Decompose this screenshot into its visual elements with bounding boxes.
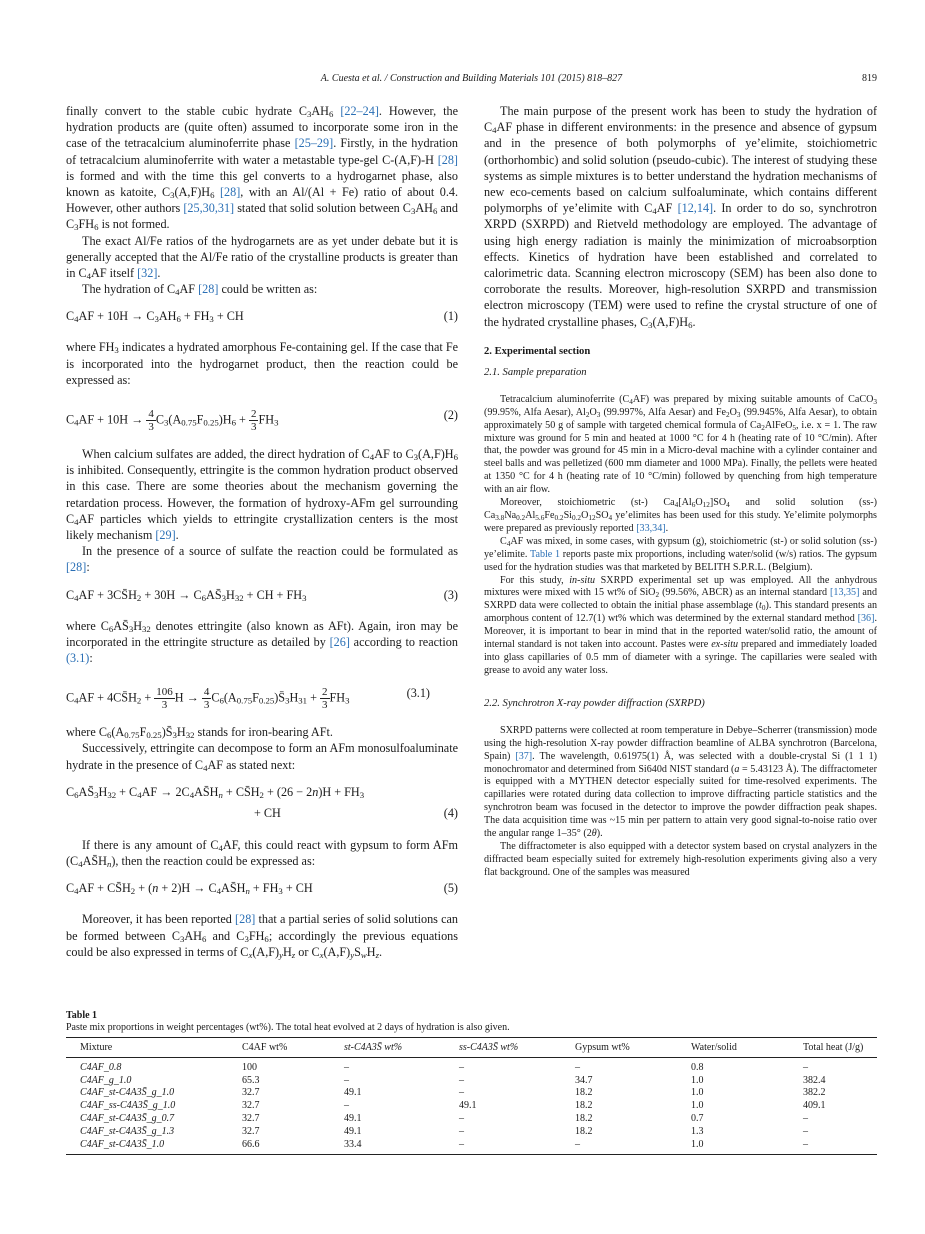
table-row [66,1099,877,1112]
equation-number: (1) [443,309,458,324]
table-cell: – [459,1061,464,1073]
table-header: Water/solid [691,1042,737,1053]
citation-link[interactable]: [28] [437,152,458,167]
table-header: Mixture [80,1042,113,1053]
table-cell: 1.0 [691,1100,704,1112]
table-caption: Paste mix proportions in weight percentages (wt%). The total heat evolved at 2 days of hydration is also given. [66,1022,510,1033]
citation-link[interactable]: [28] [198,282,219,297]
citation-link[interactable]: [37] [515,750,533,762]
equation-3: $C_4AF$ + $3CS̄H_2 + 30H$ → $C_6AS̄_3H_{32}$ + CH + $FH_3$ (3) [66,587,458,603]
table-cell: – [803,1061,808,1073]
table-cell: – [344,1061,349,1073]
equation-2: $C_4AF + 10H$ → $\frac{4}{3}$ $C_3(A_{0.75}F_{0.25})H_6$ + $\frac{2}{3}$ $FH_3$ (2) [66,408,458,434]
paragraph: For this study, in-situ SXRPD experimental set up was employed. All the anhydrous mixtures were mixed with 15 wt% of SiO$_2$ (99.56%, ABCR) as an internal standard [13,35] and SXRPD data were collected to obtain the initial phase assemblage $(t_0)$. This standard presents an amorphous content of 12.7(1) wt% which was determined by the external standard method [36]. Moreover, it is important to bear in mind that in the reported water/solid ratio, the amount of internal standard is not taken into account. Pastes were ex-situ prepared and immediately loaded into glass capillaries of 0.5 mm of diameter with a syringe. The capillaries were sealed with grease to avoid any water loss. [484,574,877,676]
table-cell: C4AF_st-C4A3S̄_g_0.7 [80,1113,175,1125]
table-cell: 382.2 [803,1087,826,1099]
running-header [66,73,877,87]
table-link[interactable]: Table 1 [530,548,561,560]
table-cell: 32.7 [242,1100,260,1112]
citation-link[interactable]: [28] [66,560,87,575]
table-cell: 100 [242,1061,257,1073]
paragraph: When calcium sulfates are added, the direct hydration of $C_4AF$ to $C_3(A,F)H_6$ is inhibited. Consequently, ettringite is the common hydration product observed in this case. There are some theories about the mechanism governing the retardation process. However, the formation of hydroxy-AFm gel surrounding $C_4AF$ particles which yields to ettringite crystallization centers is the most likely mechanism [29]. [66,447,458,543]
table-cell: 32.7 [242,1125,260,1137]
table-cell: 49.1 [344,1125,362,1137]
table-row [66,1074,877,1087]
citation-link[interactable]: [26] [329,634,350,649]
paragraph: Moreover, it has been reported [28] that a partial series of solid solutions can be formed between $C_3AH_6$ and $C_3FH_6$; accordingly the previous equations could be also expressed in terms of $C_x(A,F)_yH_z$ or $C_x(A,F)_yS_wH_z$. [66,912,458,960]
table-cell: 1.3 [691,1125,704,1137]
paragraph: where $C_6AS̄_3H_{32}$ denotes ettringite (also known as AFt). Again, iron may be incorporated in the ettringite structure as detailed by [26] according to reaction (3.1): [66,618,458,666]
table-row [66,1138,877,1154]
table-cell: 0.7 [691,1113,704,1125]
section-heading: 2. Experimental section [484,345,591,357]
paragraph: $C_4AF$ was mixed, in some cases, with gypsum (g), stoichiometric (st-) or solid solution (ss-) ye’elimite. Table 1 reports paste mix proportions, including water/solid (w/s) ratios. The gypsum used for the hydration studies was that marketed by BELITH S.P.R.L. (Belgium). [484,535,877,573]
paragraph: The hydration of $C_4AF$ [28] could be written as: [82,282,318,298]
paragraph: Successively, ettringite can decompose to form an AFm monosulfoaluminate hydrate in the presence of $C_4AF$ as stated next: [66,741,458,773]
paragraph: Tetracalcium aluminoferrite $(C_4AF)$ was prepared by mixing suitable amounts of CaCO$_3$ (99.95%, Alfa Aesar), $Al_2O_3$ (99.997%, Alfa Aesar) and $Fe_2O_3$ (99.945%, Alfa Aesar), to obtain approximately 50 g of sample with targeted chemical formula of $Ca_2AlFeO_5$, i.e. x = 1. The raw mixture was ground for 5 min and heated at 1000 °C for 4 h (heating rate of 10 °C/min). After that, the powder was ground for 45 min in a Micro-deval machine with a cylinder container and steel balls and was pelletized (600 mm diameter and 1000 MPa). Finally, the pellets were heated at 1350 °C for 4 h (heating rate of 10 °C/min) followed by quenching from high temperature with an air flow. [484,393,877,496]
table-header: st-C4A3S̄ wt% [344,1042,403,1053]
citation-link[interactable]: [25–29] [294,136,334,151]
table-cell: – [344,1074,349,1086]
paragraph: SXRPD patterns were collected at room temperature in Debye–Scherrer (transmission) mode using the high-resolution X-ray powder diffraction beamline of ALBA synchrotron (Barcelona, Spain) [37]. The wavelength, 0.61975(1) Å, was selected with a double-crystal Si (1 1 1) monochromator and determined from Si640d NIST standard (a = 5.43123 Å). The diffractometer is equipped with a MYTHEN detector especially suited for time-resolved experiments. The capillaries were rotated during data collection to improve diffracting particle statistics and the synchrotron beam was focused in the detector to improve the powder diffraction peak shapes. The data acquisition time was ~15 min per pattern to attain very good signal-to-noise ratio over the angular range 1–35° (2θ). [484,724,877,840]
paragraph: The exact Al/Fe ratios of the hydrogarnets are as yet under debate but it is generally accepted that the Al/Fe ratio of the crystalline products is greater than in $C_4AF$ itself [32]. [66,233,458,282]
table-header: Gypsum wt% [575,1042,630,1053]
table-cell: – [803,1138,808,1150]
table-header: Total heat (J/g) [803,1042,864,1053]
citation-link[interactable]: [13,35] [830,587,860,599]
table-cell: 1.0 [691,1087,704,1099]
equation-3-1: $C_4AF$ + $4CS̄H_2$ + $\frac{106}{3}$ H → $\frac{4}{3}$ $C_6(A_{0.75}F_{0.25})S̄_3H_{31}$ + $\frac{2}{3}$ $FH_3$ (3.1) [66,686,430,712]
page-number: 819 [862,73,877,84]
table-cell: – [803,1125,808,1137]
table-cell: 18.2 [575,1100,593,1112]
table-cell: 49.1 [459,1100,477,1112]
table-row [66,1125,877,1138]
table-title: Table 1 [66,1010,98,1021]
table-cell: C4AF_ss-C4A3S̄_g_1.0 [80,1100,176,1112]
table-cell: 65.3 [242,1074,260,1086]
equation-number: (2) [443,408,458,423]
paragraph: The diffractometer is also equipped with a detector system based on crystal analyzers in the diffracted beam especially suited for extremely high-resolution experiments giving also a very flat background. One of the samples was measured [484,840,877,878]
subsection-heading: 2.1. Sample preparation [484,366,587,378]
table-cell: – [459,1113,464,1125]
citation-link[interactable]: [29] [155,528,176,543]
equation-link[interactable]: (3.1) [66,651,90,666]
paragraph: where $C_6(A_{0.75}F_{0.25})S̄_3H_{32}$ stands for iron-bearing AFt. [66,725,333,741]
citation-link[interactable]: [28] [219,185,241,200]
equation-number: (4) [443,805,458,820]
citation-link[interactable]: [22–24] [340,104,379,118]
table-cell: 382.4 [803,1074,826,1086]
left-column [66,103,458,993]
citation-link[interactable]: [32] [137,266,158,281]
table-cell: C4AF_st-C4A3S̄_1.0 [80,1138,165,1150]
table-cell: 18.2 [575,1125,593,1137]
table-row [66,1112,877,1125]
table-cell: 409.1 [803,1100,826,1112]
table-header-row [66,1038,877,1058]
table-cell: 34.7 [575,1074,593,1086]
table-cell: C4AF_st-C4A3S̄_g_1.3 [80,1125,175,1137]
table-row [66,1058,877,1074]
table-cell: 1.0 [691,1138,704,1150]
paragraph: In the presence of a source of sulfate the reaction could be formulated as [28]: [66,544,458,575]
citation-link[interactable]: [36] [857,613,875,625]
table-cell: – [803,1113,808,1125]
citation-link[interactable]: [28] [235,912,256,927]
equation-number: (3) [443,587,458,602]
table-cell: – [575,1061,580,1073]
table-cell: C4AF_st-C4A3S̄_g_1.0 [80,1087,175,1099]
table-cell: 32.7 [242,1087,260,1099]
paragraph: Moreover, stoichiometric (st-) $Ca_4[Al_6O_{12}]SO_4$ and solid solution (ss-) $Ca_{3.8}Na_{0.2}Al_{5.6}Fe_{0.2}Si_{0.2}O_{12}SO_4$ ye’elimites has been used for this study. Ye’elimite polymorphs were prepared as previously reported [33,34]. [484,497,877,534]
running-title: A. Cuesta et al. / Construction and Building Materials 101 (2015) 818–827 [320,73,623,84]
table-cell: 1.0 [691,1074,704,1086]
equation-4: $C_6AS̄_3H_{32} + C_4AF$ → $2C_4AS̄H_n$ + $CS̄H_2 + (26 - 2n)H + FH_3$ + CH (4) [66,784,458,820]
table-1-block [66,1010,877,1155]
table-cell: – [575,1138,580,1150]
equation-number: (3.1) [406,686,430,701]
table-cell: – [459,1125,464,1137]
table-row [66,1087,877,1100]
table-cell: 49.1 [344,1113,362,1125]
table-cell: 66.6 [242,1138,260,1150]
table-cell: – [459,1074,464,1086]
table-cell: C4AF_0.8 [80,1061,122,1073]
equation-5: $C_4AF$ + $CS̄H_2 + (n + 2)H$ → $C_4AS̄H_n + FH_3$ + CH (5) [66,881,458,897]
table-cell: 32.7 [242,1113,260,1125]
table-cell: 49.1 [344,1087,362,1099]
paragraph: If there is any amount of $C_4AF$, this could react with gypsum to form AFm $(C_4AS̄H_n)$, then the reaction could be expressed as: [66,837,458,870]
paragraph: where $FH_3$ indicates a hydrated amorphous Fe-containing gel. If the case that Fe is incorporated into the hydrogarnet product, then the reaction could be expressed as: [66,340,458,387]
citation-link[interactable]: [12,14] [677,201,714,216]
citation-link[interactable]: [25,30,31] [183,201,235,216]
table-cell: 0.8 [691,1061,704,1073]
subsection-heading: 2.2. Synchrotron X-ray powder diffraction (SXRPD) [484,697,705,709]
table-cell: – [459,1138,464,1150]
table-1 [66,1037,877,1155]
paragraph: finally convert to the stable cubic hydrate $C_3AH_6$ [22–24]. However, the hydration products are (quite often) assumed to incorporate some iron in the case of the tetracalcium aluminoferrite phase [25–29]. Firstly, in the hydration of tetracalcium aluminoferrite with water a metastable type-gel C-(A,F)-H [28] is formed and with the time this gel converts to a hydrogarnet phase, also known as katoite, $C_3(A,F)H_6$ [28], with an Al/(Al + Fe) ratio of about 0.4. However, other authors [25,30,31] stated that solid solution between $C_3AH_6$ and $C_3FH_6$ is not formed. [66,104,458,233]
table-cell: – [459,1087,464,1099]
table-header: ss-C4A3S̄ wt% [459,1042,519,1053]
equation-1: $C_4AF + 10H \to C_3AH_6 + FH_3$ + CH (1) [66,309,458,325]
table-cell: 18.2 [575,1113,593,1125]
table-cell: 33.4 [344,1138,362,1150]
citation-link[interactable]: [33,34] [636,522,666,534]
right-column [484,103,877,993]
table-cell: 18.2 [575,1087,593,1099]
table-header: C4AF wt% [242,1042,288,1053]
table-cell: C4AF_g_1.0 [80,1074,132,1086]
paragraph: The main purpose of the present work has been to study the hydration of $C_4AF$ phase in different environments: in the presence and absence of gypsum and in the presence of both polymorphs of ye’elimite, stoichiometric (orthorhombic) and solid solution (pseudo-cubic). The interest of studying these systems as simple mixtures is to better understand the hydration mechanisms of new eco-cements based on calcium sulfoaluminate, which contains different polymorphs of ye’elimite with $C_4AF$ [12,14]. In order to do so, synchrotron XRPD (SXRPD) and Rietveld methodology are employed. The advantage of using high energy radiation is mainly the minimization of microabsorption effects. Kinetics of hydration have been established and correlated to calorimetric data. Scanning electron microscopy (SEM) has been also done to corroborate the results. Moreover, high-resolution SXRPD and transmission electron microscopy (TEM) were used to refine the crystal structure of one of the hydrated crystalline phases, $C_3(A,F)H_6$. [484,104,877,330]
equation-number: (5) [443,881,458,896]
table-cell: – [344,1100,349,1112]
